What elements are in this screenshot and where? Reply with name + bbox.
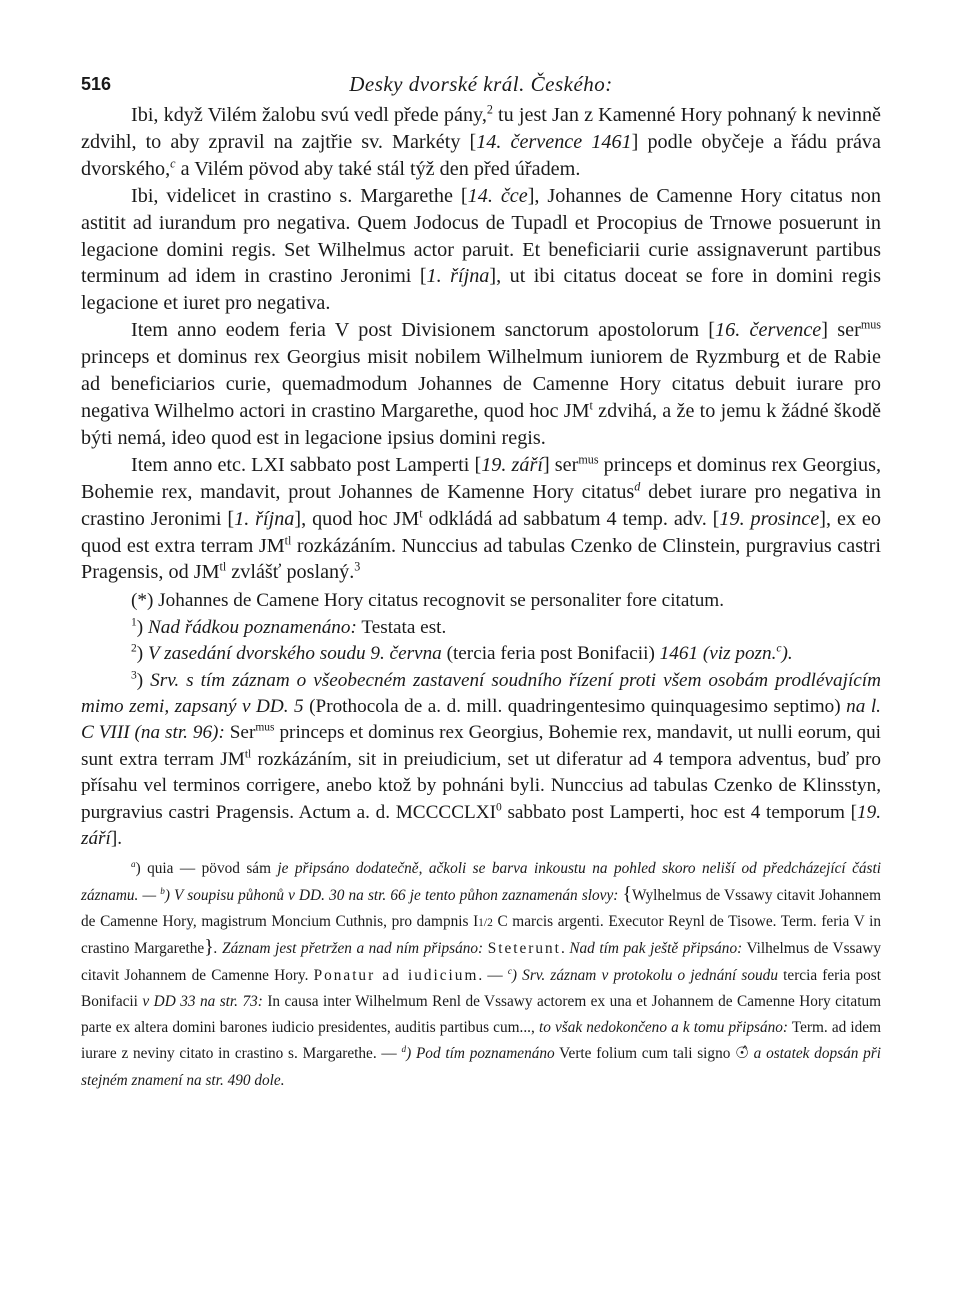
brace-open: { xyxy=(622,882,633,905)
page-number: 516 xyxy=(81,74,112,94)
fraction: 1/2 xyxy=(478,916,493,929)
brace-close: } xyxy=(204,936,214,959)
main-text xyxy=(81,102,881,586)
critical-apparatus xyxy=(81,856,881,1094)
paragraph-1: Ibi, když Vilém žalobu svú vedl přede pány,$^2$ tu jest Jan z Kamenné Hory pohnaný k nevinně zdvihl, to aby zpravil na zajtřie sv. Markéty [14. července 1461] podle obyčeje a řádu práva dvorského,$^c$ a Vilém pövod aby také stál týž den před úřadem. xyxy=(81,102,882,180)
paragraph-2: Ibi, videlicet in crastino s. Margarethe [14. čce], Johannes de Camenne Hory citatus non astitit ad iurandum pro negativa. Quem Jodocus de Tupadl et Procopius de Trnowe posuerunt in legacione domini regis. Set Wilhelmus actor paruit. Et beneficiarii curie assignaverunt partibus terminum ad idem in crastino Jeronimi [1. října], ut ibi citatus doceat se fore in domini regis legacione et iuret pro negativa. xyxy=(81,184,882,315)
document-page xyxy=(81,62,881,1094)
footnote-2: $^2$) V zasedání dvorského soudu 9. června (tercia feria post Bonifacii) 1461 (viz pozn.$^c$). xyxy=(131,642,793,665)
footnotes xyxy=(81,588,881,852)
footnote-star: (*) Johannes de Camene Hory citatus recognovit se personaliter fore citatum. xyxy=(131,590,725,612)
footnote-3: $^3$) Srv. s tím záznam o všeobecném zastavení soudního řízení proti všem osobám prodlévajícím mimo zemi, zapsaný v DD. 5 (Prothocola de a. d. mill. quadringentesimo quinquagesimo septimo) na l. C VIII (na str. 96): Ser$^{mus}$ princeps et dominus rex Georgius, Bohemie rex, mandavit, ut nulli eorum, qui sunt extra terram $JM^{tl}$ rozkázáním, sit in preiudicium, set ut diferatur ad 4 tempora adventus, buď pro přísahu vel terminos corrigere, anebo ktož by pohnáni byli. Nunccius ad tabulas Czenko de Klinsstyn, purgravius castri Pragensis. Actum a. d. MCCCCLXI$^0$ sabbato post Lamperti, hoc est 4 temporum [19. září]. xyxy=(81,669,881,849)
paragraph-4: Item anno etc. LXI sabbato post Lamperti [19. září] ser$^{mus}$ princeps et dominus rex Georgius, Bohemie rex, mandavit, prout Johannes de Kamenne Hory citatus$^d$ debet iurare pro negativa in crastino Jeronimi [1. října], quod hoc $JM^t$ odkládá ad sabbatum 4 temp. adv. [19. prosince], ex eo quod est extra terram $JM^{tl}$ rozkázáním. Nunccius ad tabulas Czenko de Clinstein, purgravius castri Pragensis, od $JM^{tl}$ zvlášť poslaný.$^3$ xyxy=(81,452,882,584)
paragraph-3: Item anno eodem feria V post Divisionem sanctorum apostolorum [16. července] ser$^{mus}$ princeps et dominus rex Georgius misit nobilem Wilhelmum iuniorem de Ryzmburg et de Rabie ad beneficiarios curie, quemadmodum Johannes de Camenne Hory citatus debuit iurare pro negativa Wilhelmo actori in crastino Margarethe, quod hoc $JM^t$ zdvihá, a že to jemu k žádné škodě býti nemá, ideo quod est in legacione ipsius domini regis. xyxy=(81,317,881,449)
apparatus-block: $^a$) quia — pövod sám je připsáno dodatečně, ačkoli se barva inkoustu na pohled skoro neliší od předcházející části záznamu. — $^b$) V soupisu půhonů v DD. 30 na str. 66 je tento půhon zaznamenán slovy: {Wylhelmus de Vssawy citavit Johannem de Camenne Hory, magistrum Moncium Cuthnis, pro dampnis I1/2 C marcis argenti. Executor Reynl de Tisowe. Term. feria V in crastino Margarethe}. Záznam jest přetržen a nad ním připsáno: Steterunt. Nad tím pak ještě připsáno: Vilhelmus de Vssawy citavit Johannem de Camenne Hory. Ponatur ad iudicium. — $^c$) Srv. záznam v protokolu o jednání soudu tercia feria post Bonifacii v DD 33 na str. 73: In causa inter Wilhelmum Renl de Vssawy actorem ex una et Johannem de Camenne Hory citatum parte ex altera domini barones iudicio presidentes, auditis partibus cum..., to však nedokončeno a k tomu připsáno: Term. ad idem iurare z neviny citato in crastino s. Margarethe. — $^d$) Pod tím poznamenáno Verte folium cum tali signo ☉̂ a ostatek dopsán při stejném znamení na str. 490 dole. xyxy=(81,859,882,1089)
running-title: Desky dvorské král. Českého: xyxy=(349,72,613,96)
footnote-1: $^1$) Nad řádkou poznamenáno: Testata est. xyxy=(131,616,447,638)
signo-symbol-icon: ☉̂ xyxy=(735,1045,749,1063)
page-header xyxy=(81,62,881,102)
